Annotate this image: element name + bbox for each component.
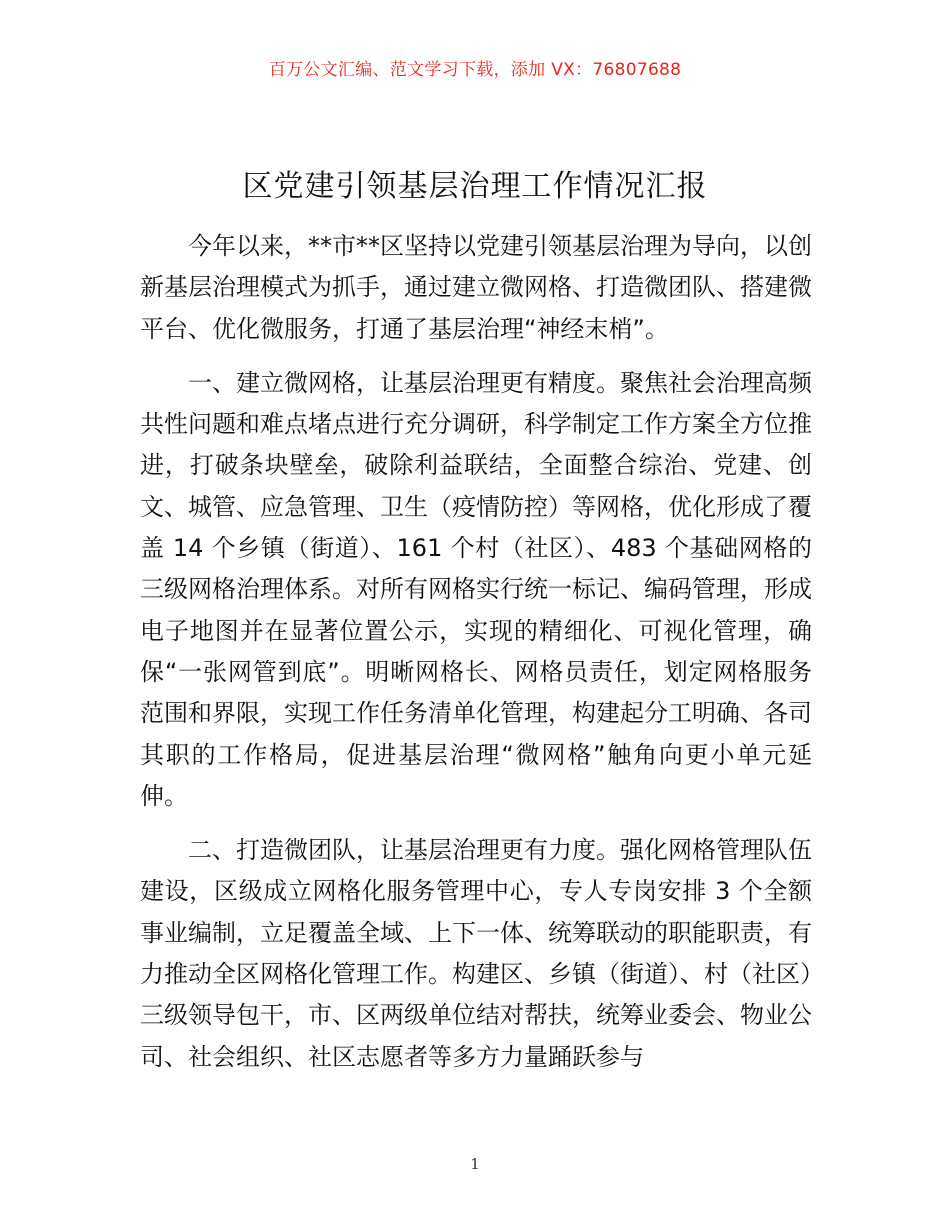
page-number: 1 <box>470 1155 480 1173</box>
header-banner: 百万公文汇编、范文学习下载，添加 VX：76807688 <box>268 60 682 80</box>
document-body <box>140 226 812 1078</box>
paragraph-intro: 今年以来，**市**区坚持以党建引领基层治理为导向，以创新基层治理模式为抓手，通过建立微网格、打造微团队、搭建微平台、优化微服务，打通了基层治理“神经末梢”。 <box>140 232 812 343</box>
paragraph-section-two: 二、打造微团队，让基层治理更有力度。强化网格管理队伍建设，区级成立网格化服务管理中心，专人专岗安排 3 个全额事业编制，立足覆盖全域、上下一体、统筹联动的职能职责，有力推动全区网格化管理工作。构建区、乡镇（街道）、村（社区）三级领导包干，市、区两级单位结对帮扶，统筹业委会、物业公司、社会组织、社区志愿者等多方力量踊跃参与 <box>140 836 812 1071</box>
document-title: 区党建引领基层治理工作情况汇报 <box>242 169 708 204</box>
paragraph-section-one: 一、建立微网格，让基层治理更有精度。聚焦社会治理高频共性问题和难点堵点进行充分调研，科学制定工作方案全方位推进，打破条块壁垒，破除利益联结，全面整合综治、党建、创文、城管、应急管理、卫生（疫情防控）等网格，优化形成了覆盖 14 个乡镇（街道）、161 个村（社区）、483 个基础网格的三级网格治理体系。对所有网格实行统一标记、编码管理，形成电子地图并在显著位置公示，实现的精细化、可视化管理，确保“一张网管到底”。明晰网格长、网格员责任，划定网格服务范围和界限，实现工作任务清单化管理，构建起分工明确、各司其职的工作格局，促进基层治理“微网格”触角向更小单元延伸。 <box>140 368 812 810</box>
